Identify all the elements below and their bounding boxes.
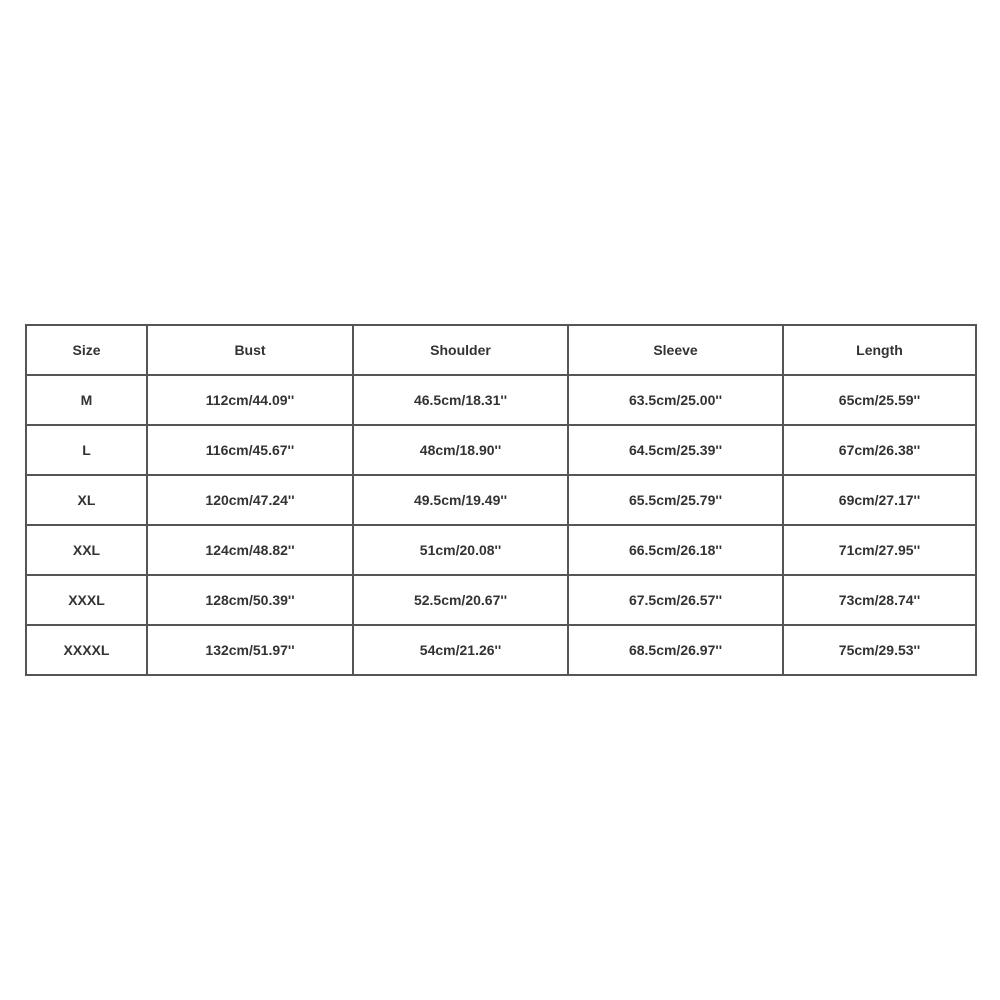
header-bust: Bust xyxy=(147,325,353,375)
cell-size: XXXL xyxy=(26,575,147,625)
cell-shoulder: 51cm/20.08'' xyxy=(353,525,568,575)
cell-bust: 132cm/51.97'' xyxy=(147,625,353,675)
cell-sleeve: 63.5cm/25.00'' xyxy=(568,375,783,425)
header-length: Length xyxy=(783,325,976,375)
cell-bust: 128cm/50.39'' xyxy=(147,575,353,625)
cell-sleeve: 65.5cm/25.79'' xyxy=(568,475,783,525)
cell-shoulder: 48cm/18.90'' xyxy=(353,425,568,475)
table-row xyxy=(26,625,976,675)
cell-sleeve: 64.5cm/25.39'' xyxy=(568,425,783,475)
cell-bust: 120cm/47.24'' xyxy=(147,475,353,525)
cell-shoulder: 46.5cm/18.31'' xyxy=(353,375,568,425)
cell-bust: 112cm/44.09'' xyxy=(147,375,353,425)
table-row xyxy=(26,525,976,575)
cell-shoulder: 52.5cm/20.67'' xyxy=(353,575,568,625)
cell-size: L xyxy=(26,425,147,475)
cell-sleeve: 67.5cm/26.57'' xyxy=(568,575,783,625)
cell-shoulder: 54cm/21.26'' xyxy=(353,625,568,675)
cell-length: 69cm/27.17'' xyxy=(783,475,976,525)
cell-length: 65cm/25.59'' xyxy=(783,375,976,425)
cell-shoulder: 49.5cm/19.49'' xyxy=(353,475,568,525)
cell-size: XXXXL xyxy=(26,625,147,675)
header-shoulder: Shoulder xyxy=(353,325,568,375)
table-row xyxy=(26,425,976,475)
cell-size: M xyxy=(26,375,147,425)
cell-length: 71cm/27.95'' xyxy=(783,525,976,575)
table-row xyxy=(26,475,976,525)
size-chart-table xyxy=(25,324,977,676)
table-row xyxy=(26,375,976,425)
cell-size: XL xyxy=(26,475,147,525)
cell-sleeve: 66.5cm/26.18'' xyxy=(568,525,783,575)
cell-length: 73cm/28.74'' xyxy=(783,575,976,625)
table-header-row xyxy=(26,325,976,375)
cell-size: XXL xyxy=(26,525,147,575)
cell-length: 67cm/26.38'' xyxy=(783,425,976,475)
cell-length: 75cm/29.53'' xyxy=(783,625,976,675)
header-sleeve: Sleeve xyxy=(568,325,783,375)
cell-bust: 116cm/45.67'' xyxy=(147,425,353,475)
header-size: Size xyxy=(26,325,147,375)
table-row xyxy=(26,575,976,625)
cell-sleeve: 68.5cm/26.97'' xyxy=(568,625,783,675)
cell-bust: 124cm/48.82'' xyxy=(147,525,353,575)
